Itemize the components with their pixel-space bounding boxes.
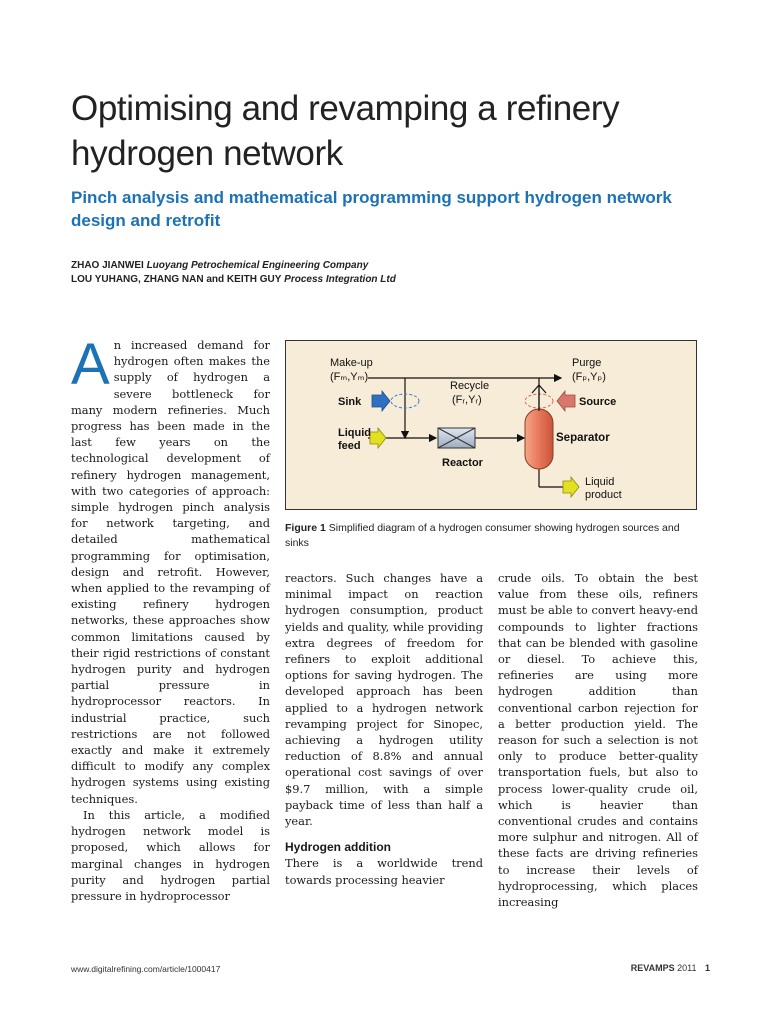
figure-1-caption: [285, 521, 700, 551]
recycle-sub-label: (Fᵣ,Yᵣ): [452, 394, 482, 406]
author-names-2: LOU YUHANG, ZHANG NAN and KEITH GUY: [71, 274, 282, 285]
figure-1-diagram: [285, 340, 697, 510]
liquid-feed-label-1: Liquid: [338, 427, 371, 439]
paragraph-article: In this article, a modified hydrogen network model is proposed, which allows for marginal changes in hydrogen purity and hydrogen partial pressure in hydroprocessor: [71, 807, 270, 903]
page-number: 1: [704, 963, 710, 973]
liquid-feed-label-2: feed: [338, 440, 361, 452]
paragraph-col2-2: There is a worldwide trend towards processing heavier: [285, 856, 483, 887]
makeup-sub-label: (Fₘ,Yₘ): [330, 371, 369, 383]
figure-caption-text: Simplified diagram of a hydrogen consumer showing hydrogen sources and sinks: [285, 522, 680, 549]
footer-year: 2011: [677, 963, 697, 973]
reactor-label: Reactor: [442, 457, 483, 469]
liquid-feed-arrow-icon: [370, 428, 386, 448]
makeup-label: Make-up: [330, 357, 373, 369]
author-org-2: Process Integration Ltd: [284, 274, 396, 285]
author-block: [71, 259, 396, 287]
figure-caption-label: Figure 1: [285, 522, 326, 534]
recycle-label: Recycle: [450, 380, 490, 392]
separator-vessel: [525, 409, 553, 469]
sink-label: Sink: [338, 396, 362, 408]
footer-magazine: [631, 963, 710, 973]
author-names-1: ZHAO JIANWEI: [71, 260, 144, 271]
footer-magazine-name: REVAMPS: [630, 963, 675, 973]
liquid-product-label-1: Liquid: [585, 476, 615, 488]
body-column-1: [71, 332, 270, 904]
sink-arrow-icon: [372, 391, 390, 411]
section-heading-hydrogen-addition: Hydrogen addition: [285, 840, 391, 855]
paragraph-col3-1: crude oils. To obtain the best value from these oils, refiners must be able to convert heavy-end compounds to lighter fractions that can be blended with gasoline or diesel. To achieve this, refineries are using more hydrogen addition than conventional carbon rejection for a better production yield. The reason for such a selection is not only to produce better-quality transportation fuels, but also to process lower-quality crude oil, which is heavier than conventional crudes and contains more sulphur and nitrogen. All of these facts are driving refineries to increase their levels of hydroprocessing, which places increasing: [498, 571, 698, 910]
liquid-product-label-2: product: [585, 489, 622, 501]
paragraph-col2-1: reactors. Such changes have a minimal impact on reaction hydrogen consumption, product yields and quality, while providing extra degrees of freedom for refiners to exploit additional options for saving hydrogen. The developed approach has been applied to a hydrogen network revamping project for Sinopec, achieving a hydrogen utility reduction of 8.8% and annual operational cost savings of over $9.7 million, with a simple payback time of less than half a year.: [285, 571, 483, 829]
separator-label: Separator: [556, 432, 610, 444]
article-title: Optimising and revamping a refinery hydrogen network: [71, 89, 620, 173]
drop-cap: A: [71, 332, 110, 397]
purge-sub-label: (Fₚ,Yₚ): [572, 371, 606, 383]
article-subtitle: Pinch analysis and mathematical programming support hydrogen network design and retrofit: [71, 188, 672, 230]
author-org-1: Luoyang Petrochemical Engineering Company: [146, 260, 369, 271]
footer-url: www.digitalrefining.com/article/1000417: [71, 964, 221, 974]
body-column-2: [285, 570, 483, 888]
source-arrow-icon: [557, 391, 575, 411]
liquid-product-arrow-icon: [563, 477, 579, 497]
source-label: Source: [579, 396, 617, 408]
hydrogen-consumer-diagram: [286, 341, 696, 509]
body-column-3: [498, 570, 698, 910]
paragraph-intro: n increased demand for hydrogen often makes the supply of hydrogen a severe bottleneck for many modern refineries. Much progress has been made in the last few years on the technological development of refinery hydrogen management, with two categories of approach: simple hydrogen pinch analysis for network targeting, and detailed mathematical programming for optimisation, design and retrofit. However, when applied to the revamping of existing refinery hydrogen networks, these approaches show common limitations caused by their rigid restrictions of constant hydrogen purity and hydrogen partial pressure in hydroprocessor reactors. In industrial practice, such restrictions are not followed exactly and make it extremely difficult to modify any complex hydrogen systems using existing techniques.: [71, 338, 270, 806]
purge-label: Purge: [572, 357, 602, 369]
